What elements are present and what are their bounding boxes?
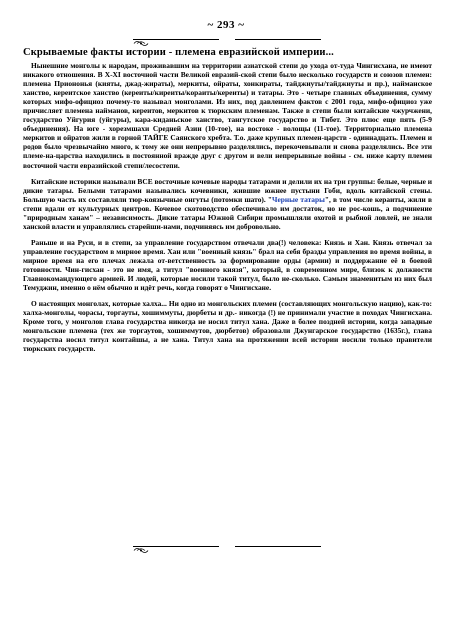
paragraph-2-text-a: Китайские историки называли ВСЕ восточные кочевые народы татарами и делили их на три группы: белые, черные и дикие татары. Белыми татарами назывались кочевники, жившие южнее пустыни Гоби, вдоль китайской стены. Большую часть их составляли тюр-коязычные онгуты (потомки шато). " [23, 176, 432, 204]
page-number: ~ 293 ~ [207, 19, 245, 31]
paragraph-2-text-b: ", в том числе кераиты, жили в степи вдали от культурных центров. Кочевое скотоводство обеспечивало им достаток, но не рос-кошь, а подчинение "природным ханам" – независимость. Дикие татары Южной Сибири промышляли охотой и рыбной ловлей, не знали ханской власти и управлялись старейши-нами, подчиняясь им добровольно. [23, 194, 432, 231]
black-tatars-quote: Черные татары [272, 194, 325, 204]
paragraph-4: О настоящих монголах, которые халха... Ни одно из монгольских племен (составляющих монгольскую нацию), как-то: халха-монголы, чорасы, торгауты, хошиммуты, дюрбеты и др.- никогда (!) не принимали участие в походах Чингисхана. Кроме того, у монголов глава государства никогда не носил титул хана. Даже в более поздней истории, когда западные монгольские племена (тех же торгаутов, хошиммутов, дюрбетов) образовали Джунгарское государство (1635г.), глава государства носил титул контайшы, а не хана. Титул хана на протяжении всей истории носили только правители тюркских государств. [23, 299, 432, 354]
ornament-divider-bottom-icon [133, 542, 321, 551]
paragraph-3: Раньше и на Руси, и в степи, за управление государством отвечали два(!) человека: Князь и Хан. Князь отвечал за управление государством в мирное время. Хан или "военный князь" брал на себя бразды управления во время войны, в мирное время на его плечах лежала от-ветственность за формирование орды (армии) и поддержание её в боевой готовности. Чин-гисхан - это не имя, а титул "военного князя", который, в современном мире, близок к должности Главнокомандующего армией. И людей, которые носили такой титул, было не-сколько. Самым знаменитым из них был Темуджин, именно о нём обычно и идёт речь, когда говорят о Чингисхане. [23, 237, 432, 293]
article [23, 47, 432, 360]
article-title: Скрываемые факты истории - племена евразийской империи... [23, 47, 334, 58]
paragraph-1: Нынешние монголы к народам, проживавшим на территории азиатской степи до ухода от-туда Чингисхана, не имеют никакого отношения. В X-XI восточной части Великой евразий-ской степи было несколько государств и союзов племен: племена Приононья (кияты, джад-жираты), меркиты, ойраты, хонкираты, тайджиуты/тайджиуты и пр.), найманское ханство, кереитское ханство (кереиты/киреиты/кораиты/кереиты) и татары. Это - четыре главных объединения, сумму которых мифо-официоз почему-то называл монголами. Из них, под давлением фактов с 2001 года, мифо-официоз уже причисляет племена найманов, кереитов, меркитов к тюркским племенам. Также в степи были китайские чжурчжени, государство Уйгурия (уйгуры), кара-киданьское ханство, тангутское государство и Тибет. Это плюс еще пять (5-9 объединения). На юге - хорезмшахи Средней Азии (10-тое), на востоке - волощы (11-тое). Территориально племена меркитов и ойратов жили в горной ТАЙГЕ Саянского хребта. Т.о. даже крупных племен-царств - одиннадцать. Племен и родов было чрезвычайно много, к тому же они непрерывно разделялись, перекочевывали и снова разделялись. Все эти племе-на-царства находились в постоянной вражде друг с другом и вели непрерывные войны - см. ниже карту племен восточной части евразийской степи/лесостепи. [23, 61, 432, 170]
paragraph-2 [23, 177, 432, 231]
ornament-divider-top-icon [133, 35, 321, 44]
